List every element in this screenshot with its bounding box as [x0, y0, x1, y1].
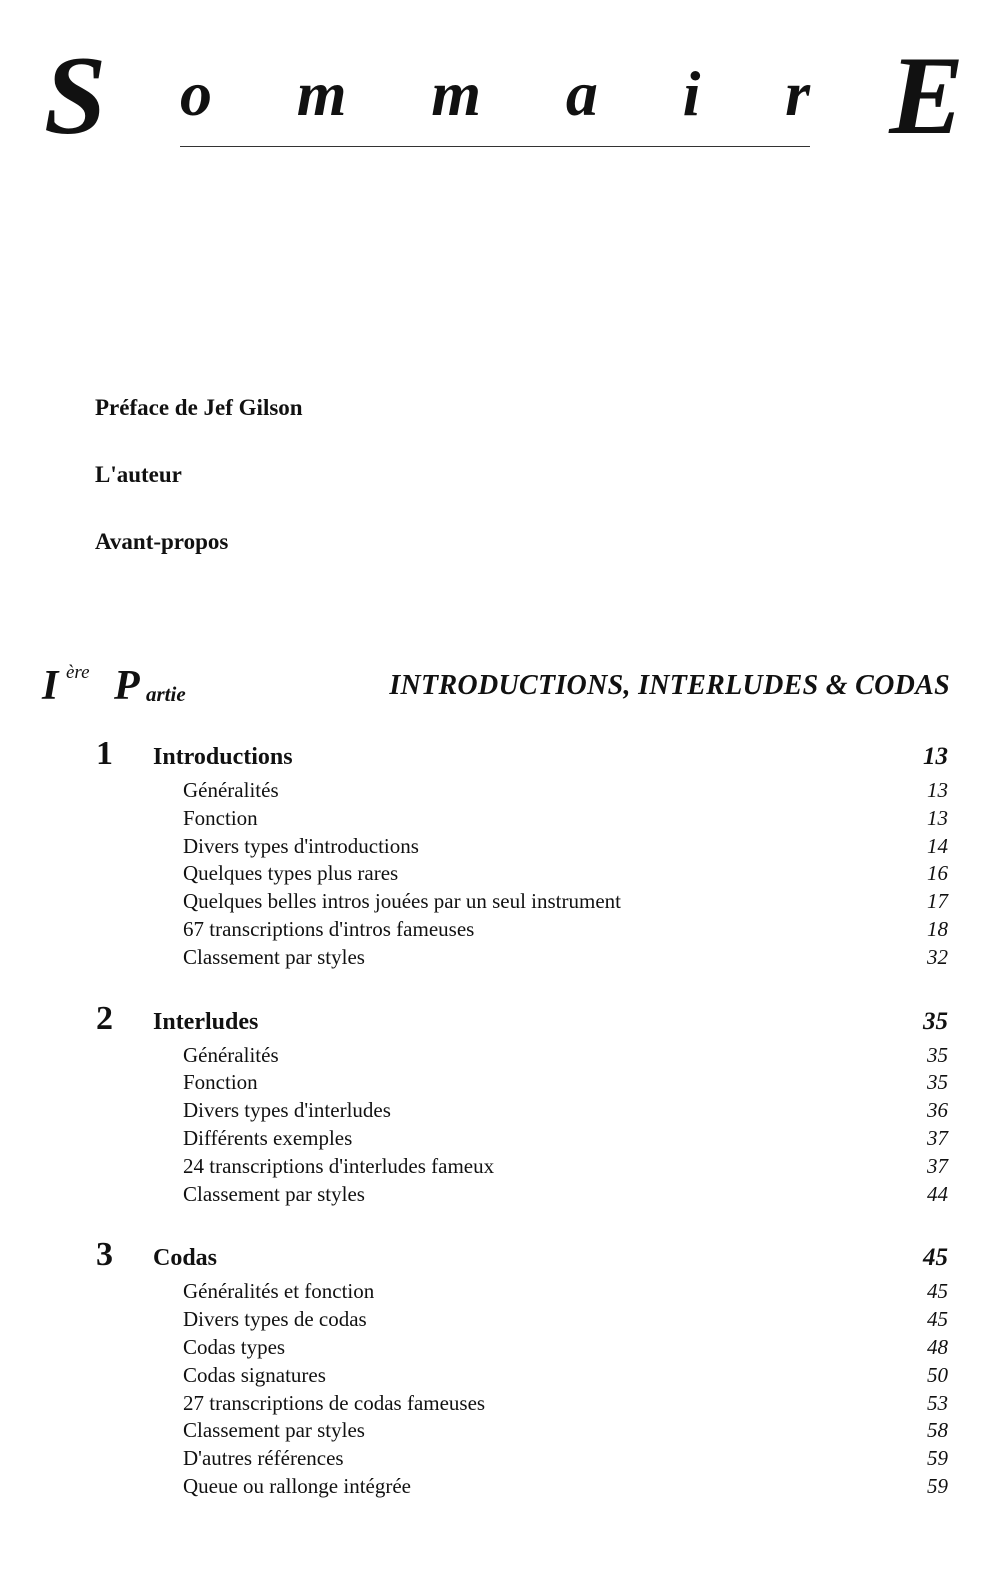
- entry-label: 67 transcriptions d'intros fameuses: [183, 916, 475, 941]
- title-first-letter: S: [44, 34, 107, 158]
- chapter-page: 45: [923, 1244, 948, 1272]
- part-superscript: ère: [66, 662, 90, 683]
- toc-entry[interactable]: [0, 944, 1005, 972]
- toc-entry[interactable]: [0, 1125, 1005, 1153]
- entry-label: 27 transcriptions de codas fameuses: [183, 1390, 486, 1415]
- entry-label: 24 transcriptions d'interludes fameux: [183, 1153, 495, 1178]
- part-roman: I: [42, 663, 59, 709]
- entry-label: Quelques belles intros jouées par un seul instrument: [183, 889, 621, 914]
- entry-page: 16: [927, 861, 948, 886]
- entry-page: 58: [927, 1418, 948, 1443]
- chapter-page: 13: [923, 743, 948, 770]
- toc-entry[interactable]: [0, 1278, 1005, 1306]
- toc-entry[interactable]: [0, 777, 1005, 805]
- chapter-number: 1: [96, 735, 113, 772]
- page-title: [44, 34, 964, 170]
- toc-entry[interactable]: [0, 1097, 1005, 1125]
- part-label: artie: [146, 682, 186, 706]
- toc-entry[interactable]: [0, 1445, 1005, 1473]
- toc-entry[interactable]: [0, 1069, 1005, 1097]
- title-underline: [180, 146, 810, 147]
- chapter-title: Interludes: [153, 1008, 259, 1035]
- entry-page: 13: [927, 778, 948, 802]
- title-letter: m: [431, 58, 482, 129]
- entry-label: Divers types d'interludes: [183, 1098, 391, 1123]
- entry-page: 17: [927, 889, 948, 914]
- entry-label: Divers types de codas: [183, 1307, 367, 1332]
- toc-entry[interactable]: [0, 1417, 1005, 1445]
- entry-page: 13: [927, 805, 948, 830]
- entry-label: Fonction: [183, 805, 258, 830]
- title-last-letter: E: [889, 34, 964, 158]
- toc-entry[interactable]: [0, 1042, 1005, 1070]
- part-capital: P: [114, 663, 140, 709]
- chapter-1: [0, 735, 1005, 972]
- title-letter: a: [565, 58, 598, 129]
- entry-label: Différents exemples: [183, 1125, 353, 1150]
- title-letter: r: [785, 58, 810, 129]
- toc-entry[interactable]: [0, 1362, 1005, 1390]
- title-letter: o: [180, 58, 212, 129]
- entry-page: 32: [927, 944, 948, 969]
- front-matter-item[interactable]: Avant-propos: [95, 529, 229, 554]
- chapter-number: 2: [96, 999, 113, 1037]
- chapter-page: 35: [923, 1007, 948, 1035]
- title-letter: m: [296, 58, 347, 129]
- toc-entry[interactable]: [0, 1306, 1005, 1334]
- chapter-title: Introductions: [153, 744, 293, 770]
- chapter-heading[interactable]: [0, 1000, 1005, 1042]
- entry-label: Codas signatures: [183, 1362, 326, 1387]
- title-middle-letters: [180, 58, 810, 129]
- chapter-list: [0, 735, 1005, 1529]
- toc-entry[interactable]: [0, 1390, 1005, 1418]
- entry-page: 35: [927, 1042, 948, 1067]
- part-title: INTRODUCTIONS, INTERLUDES & CODAS: [389, 670, 950, 701]
- entry-page: 45: [927, 1307, 948, 1332]
- entry-label: Fonction: [183, 1070, 258, 1095]
- toc-entry[interactable]: [0, 1153, 1005, 1181]
- toc-entry[interactable]: [0, 1181, 1005, 1209]
- entry-page: 35: [927, 1070, 948, 1095]
- entry-page: 59: [927, 1473, 948, 1498]
- entry-label: Codas types: [183, 1334, 286, 1359]
- front-matter: [95, 393, 303, 594]
- chapter-title: Codas: [153, 1245, 218, 1272]
- front-matter-item[interactable]: L'auteur: [95, 462, 182, 487]
- entry-page: 36: [927, 1098, 948, 1123]
- chapter-2: [0, 1000, 1005, 1209]
- entry-label: Quelques types plus rares: [183, 861, 399, 886]
- entry-page: 50: [927, 1362, 948, 1387]
- title-letter: i: [682, 58, 701, 129]
- entry-page: 37: [927, 1153, 948, 1178]
- toc-entry[interactable]: [0, 1334, 1005, 1362]
- entry-label: Classement par styles: [183, 1418, 365, 1443]
- chapter-number: 3: [96, 1236, 113, 1274]
- entry-page: 45: [927, 1279, 948, 1304]
- toc-entry[interactable]: [0, 833, 1005, 861]
- entry-page: 48: [927, 1334, 948, 1359]
- entry-label: Généralités: [183, 778, 279, 802]
- entry-page: 14: [927, 833, 948, 858]
- toc-entry[interactable]: [0, 1473, 1005, 1501]
- entry-page: 18: [927, 916, 948, 941]
- entry-label: Divers types d'introductions: [183, 833, 419, 858]
- chapter-heading[interactable]: [0, 1236, 1005, 1278]
- entry-label: Généralités et fonction: [183, 1279, 375, 1304]
- entry-page: 53: [927, 1390, 948, 1415]
- part-heading: [42, 662, 950, 712]
- entry-page: 37: [927, 1125, 948, 1150]
- toc-entry[interactable]: [0, 860, 1005, 888]
- entry-label: Généralités: [183, 1042, 279, 1067]
- chapter-heading[interactable]: [0, 735, 1005, 777]
- toc-entry[interactable]: [0, 888, 1005, 916]
- entry-page: 59: [927, 1446, 948, 1471]
- entry-label: Classement par styles: [183, 1181, 365, 1206]
- chapter-3: [0, 1236, 1005, 1500]
- toc-entry[interactable]: [0, 916, 1005, 944]
- entry-label: Queue ou rallonge intégrée: [183, 1473, 411, 1498]
- entry-label: D'autres références: [183, 1446, 344, 1471]
- entry-label: Classement par styles: [183, 944, 365, 969]
- entry-page: 44: [927, 1181, 948, 1206]
- toc-entry[interactable]: [0, 805, 1005, 833]
- front-matter-item[interactable]: Préface de Jef Gilson: [95, 395, 303, 420]
